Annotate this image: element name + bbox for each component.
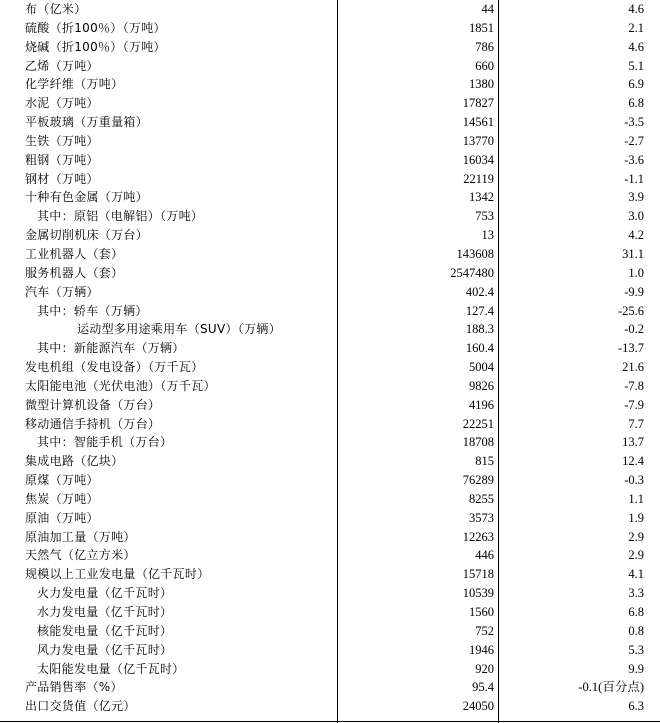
growth-rate: 1.0 xyxy=(628,265,644,280)
table-row xyxy=(0,660,660,679)
product-name: 水泥（万吨） xyxy=(25,96,99,111)
product-name: 硫酸（折100％）（万吨） xyxy=(25,20,166,35)
table-row xyxy=(0,490,660,509)
output-value: 1851 xyxy=(469,20,494,35)
growth-rate: 21.6 xyxy=(622,360,644,375)
product-name: 生铁（万吨） xyxy=(25,133,99,148)
growth-rate: -7.8 xyxy=(624,378,644,393)
product-name: 金属切削机床（万台） xyxy=(25,228,149,243)
output-value: 1560 xyxy=(469,605,494,619)
growth-rate: 0.8 xyxy=(628,623,644,638)
output-value: 160.4 xyxy=(465,341,494,356)
table-row xyxy=(0,75,660,94)
product-name: 核能发电量（亿千瓦时） xyxy=(37,623,173,638)
table-bottom-border xyxy=(0,721,660,722)
growth-rate: 2.1 xyxy=(628,20,644,35)
table-row xyxy=(0,19,660,38)
table-row xyxy=(0,452,660,471)
product-name: 化学纤维（万吨） xyxy=(25,77,124,92)
product-name: 平板玻璃（万重量箱） xyxy=(25,115,149,130)
product-name: 产品销售率（%） xyxy=(25,680,123,695)
table-row xyxy=(0,38,660,57)
output-value: 188.3 xyxy=(465,322,494,337)
growth-rate: 3.3 xyxy=(628,586,644,601)
product-name: 集成电路（亿块） xyxy=(25,454,124,469)
growth-rate: 5.1 xyxy=(628,58,644,73)
growth-rate: 6.9 xyxy=(628,77,644,92)
table-row xyxy=(0,377,660,396)
output-value: 18708 xyxy=(462,435,494,450)
output-value: 2547480 xyxy=(450,265,494,280)
table-row xyxy=(0,339,660,358)
product-name: 十种有色金属（万吨） xyxy=(25,190,149,205)
growth-rate: -7.9 xyxy=(624,397,644,412)
product-name: 其中：新能源汽车（万辆） xyxy=(37,341,185,356)
output-value: 446 xyxy=(475,548,494,563)
product-name: 焦炭（万吨） xyxy=(25,491,99,506)
output-value: 16034 xyxy=(462,152,494,167)
table-row xyxy=(0,226,660,245)
table-row xyxy=(0,528,660,547)
product-name: 烧碱（折100％）（万吨） xyxy=(25,39,166,54)
product-name: 运动型多用途乘用车（SUV）（万辆） xyxy=(77,322,282,337)
table-row xyxy=(0,415,660,434)
product-name: 原油加工量（万吨） xyxy=(25,529,136,544)
table-row xyxy=(0,0,660,19)
output-value: 13 xyxy=(481,228,494,243)
product-name: 乙烯（万吨） xyxy=(25,58,99,73)
table-row xyxy=(0,697,660,716)
table-row xyxy=(0,151,660,170)
table-row xyxy=(0,302,660,321)
output-value: 5004 xyxy=(469,360,494,375)
growth-rate: 6.8 xyxy=(628,605,644,619)
growth-rate: 31.1 xyxy=(622,246,644,261)
growth-rate: 4.6 xyxy=(628,2,644,16)
product-name: 其中：原铝（电解铝）（万吨） xyxy=(37,209,204,224)
product-name: 其中：轿车（万辆） xyxy=(37,303,148,318)
table-row xyxy=(0,546,660,565)
product-name: 移动通信手持机（万台） xyxy=(25,416,161,431)
output-value: 17827 xyxy=(462,96,494,111)
table-row xyxy=(0,678,660,697)
table-row xyxy=(0,603,660,622)
growth-rate: -13.7 xyxy=(617,341,644,356)
output-value: 10539 xyxy=(462,586,494,601)
growth-rate: -0.3 xyxy=(624,473,644,488)
growth-rate: 4.1 xyxy=(628,567,644,582)
table-row xyxy=(0,565,660,584)
table-row xyxy=(0,245,660,264)
output-value: 3573 xyxy=(469,510,494,525)
output-value: 143608 xyxy=(456,246,494,261)
output-value: 4196 xyxy=(469,397,494,412)
product-name: 粗钢（万吨） xyxy=(25,152,99,167)
product-name: 原煤（万吨） xyxy=(25,473,99,488)
growth-rate: 7.7 xyxy=(628,416,644,431)
growth-rate: 4.6 xyxy=(628,39,644,54)
growth-rate: -0.2 xyxy=(624,322,644,337)
output-value: 14561 xyxy=(462,115,494,130)
table-row xyxy=(0,188,660,207)
output-value: 95.4 xyxy=(472,680,494,695)
output-value: 1380 xyxy=(469,77,494,92)
output-value: 9826 xyxy=(469,378,494,393)
product-name: 风力发电量（亿千瓦时） xyxy=(37,642,173,657)
product-name: 布（亿米） xyxy=(25,2,87,16)
growth-rate: 3.0 xyxy=(628,209,644,224)
growth-rate: -3.6 xyxy=(624,152,644,167)
growth-rate: 3.9 xyxy=(628,190,644,205)
table-row xyxy=(0,358,660,377)
table-row xyxy=(0,641,660,660)
growth-rate: 9.9 xyxy=(628,661,644,676)
growth-rate: 2.9 xyxy=(628,529,644,544)
product-name: 出口交货值（亿元） xyxy=(25,699,136,714)
output-value: 786 xyxy=(475,39,494,54)
growth-rate: 1.1 xyxy=(628,491,644,506)
output-value: 1946 xyxy=(469,642,494,657)
output-value: 22119 xyxy=(463,171,494,186)
output-value: 660 xyxy=(475,58,494,73)
product-name: 钢材（万吨） xyxy=(25,171,99,186)
product-name: 工业机器人（套） xyxy=(25,246,124,261)
table-row xyxy=(0,113,660,132)
output-value: 24050 xyxy=(462,699,494,714)
output-value: 13770 xyxy=(462,133,494,148)
output-value: 22251 xyxy=(462,416,494,431)
table-row xyxy=(0,622,660,641)
table-row xyxy=(0,94,660,113)
growth-rate: -1.1 xyxy=(624,171,644,186)
table-row xyxy=(0,509,660,528)
product-name: 发电机组（发电设备）（万千瓦） xyxy=(25,360,204,375)
output-value: 76289 xyxy=(462,473,494,488)
product-name: 其中：智能手机（万台） xyxy=(37,435,173,450)
growth-rate: 6.3 xyxy=(628,699,644,714)
growth-rate: 5.3 xyxy=(628,642,644,657)
table-row xyxy=(0,471,660,490)
output-value: 8255 xyxy=(469,491,494,506)
growth-rate: 6.8 xyxy=(628,96,644,111)
output-value: 753 xyxy=(475,209,494,224)
table-row xyxy=(0,283,660,302)
product-name: 汽车（万辆） xyxy=(25,284,99,299)
growth-rate: 1.9 xyxy=(628,510,644,525)
table-row xyxy=(0,57,660,76)
output-value: 12263 xyxy=(462,529,494,544)
growth-rate: -25.6 xyxy=(617,303,644,318)
output-value: 815 xyxy=(475,454,494,469)
product-name: 火力发电量（亿千瓦时） xyxy=(37,586,173,601)
table-row xyxy=(0,132,660,151)
growth-rate: 13.7 xyxy=(622,435,644,450)
product-name: 太阳能发电量（亿千瓦时） xyxy=(37,661,185,676)
table-row xyxy=(0,584,660,603)
output-value: 1342 xyxy=(469,190,494,205)
product-name: 太阳能电池（光伏电池）（万千瓦） xyxy=(25,378,216,393)
growth-rate: -9.9 xyxy=(624,284,644,299)
output-value: 920 xyxy=(475,661,494,676)
table-row xyxy=(0,433,660,452)
growth-rate: 12.4 xyxy=(622,454,644,469)
growth-rate: 2.9 xyxy=(628,548,644,563)
growth-rate: -0.1(百分点) xyxy=(578,680,644,695)
product-name: 微型计算机设备（万台） xyxy=(25,397,161,412)
output-value: 15718 xyxy=(462,567,494,582)
output-value: 127.4 xyxy=(465,303,494,318)
growth-rate: 4.2 xyxy=(628,228,644,243)
product-name: 服务机器人（套） xyxy=(25,265,124,280)
table-row xyxy=(0,207,660,226)
product-name: 原油（万吨） xyxy=(25,510,99,525)
product-name: 天然气（亿立方米） xyxy=(25,548,136,563)
table-row xyxy=(0,170,660,189)
growth-rate: -3.5 xyxy=(624,115,644,130)
product-name: 水力发电量（亿千瓦时） xyxy=(37,605,173,619)
output-value: 752 xyxy=(475,623,494,638)
output-value: 402.4 xyxy=(465,284,494,299)
table-row xyxy=(0,264,660,283)
output-value: 44 xyxy=(481,2,494,16)
table-row xyxy=(0,320,660,339)
growth-rate: -2.7 xyxy=(624,133,644,148)
product-name: 规模以上工业发电量（亿千瓦时） xyxy=(25,567,210,582)
table-row xyxy=(0,396,660,415)
